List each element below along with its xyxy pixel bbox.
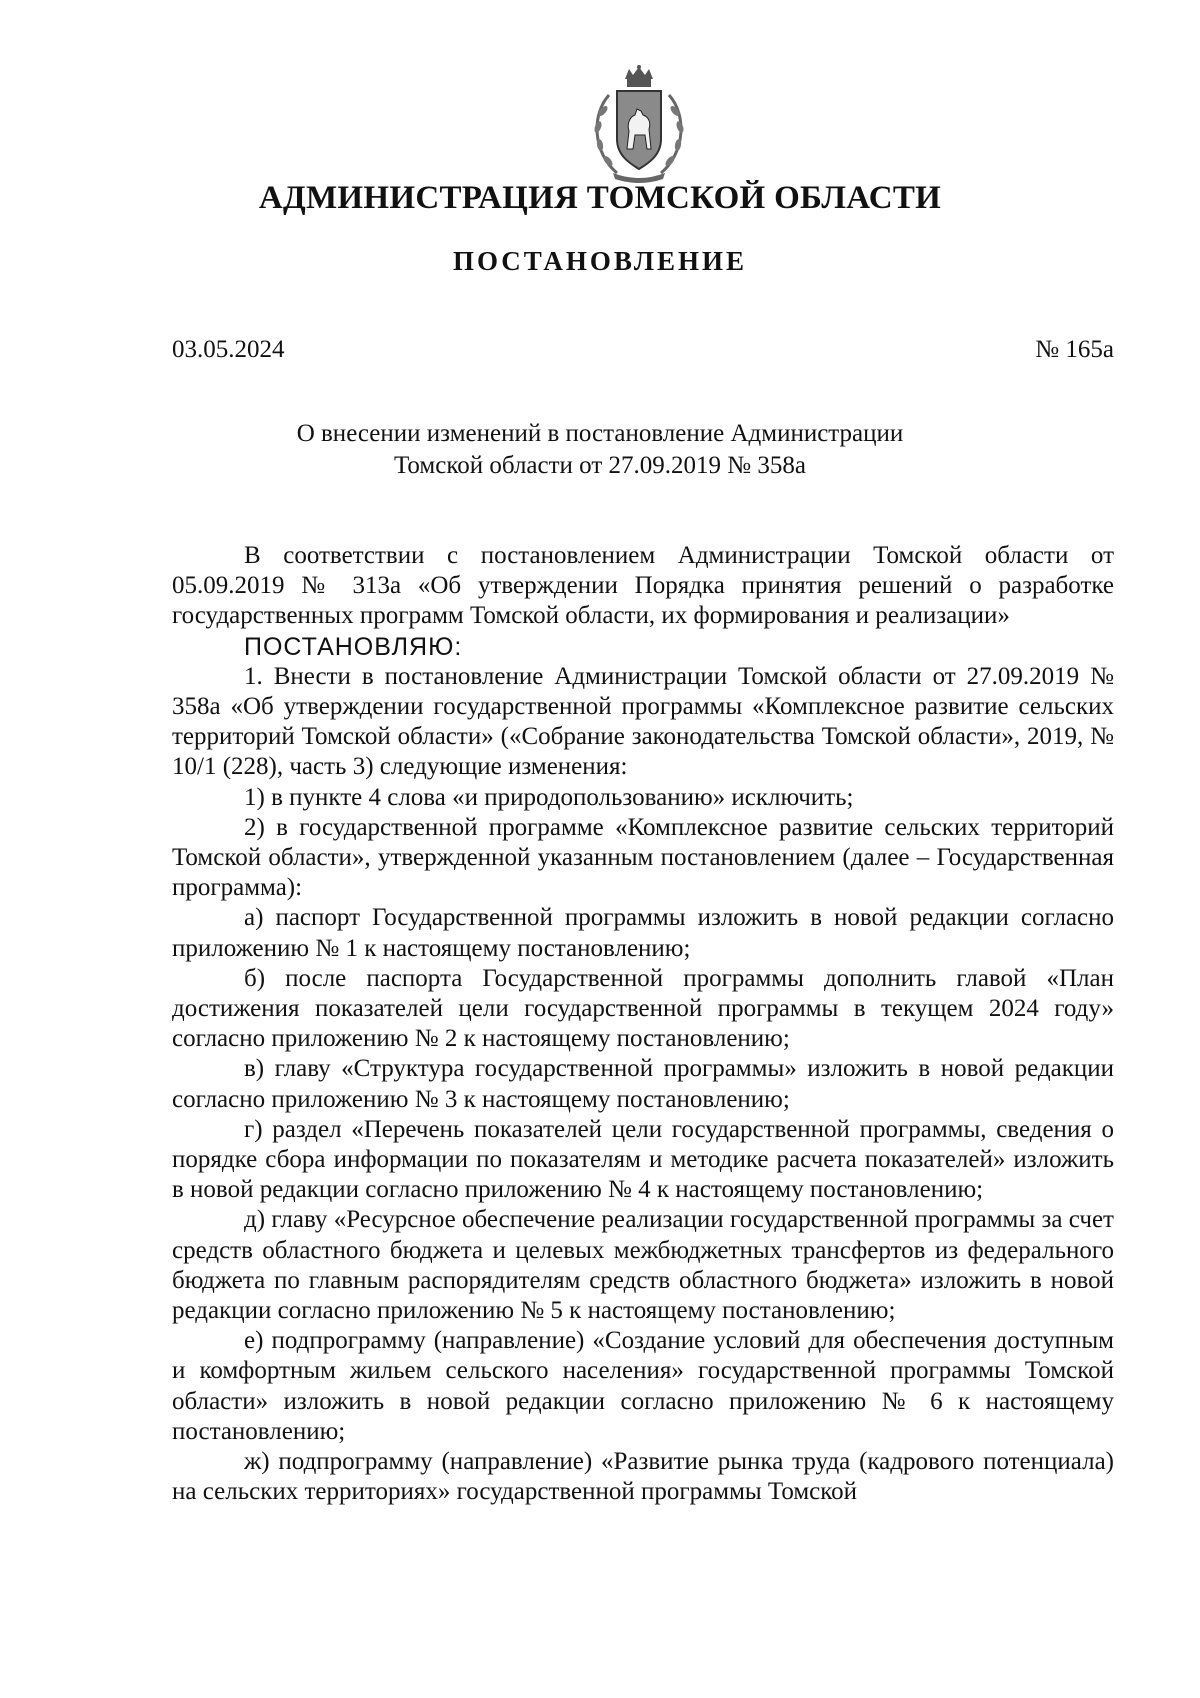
paragraph-subitem-1: 1) в пункте 4 слова «и природопользованию» исключить; xyxy=(244,783,854,811)
paragraph-subitem-g: г) раздел «Перечень показателей цели государственной программы, сведения о порядке сбора информации по показателям и методике расчета показателей» изложить в новой редакции согласно приложению № 4 к настоящему постановлению; xyxy=(172,1115,1114,1204)
paragraph-subitem-2: 2) в государственной программе «Комплексное развитие сельских территорий Томской области», утвержденной указанным постановлением (далее – Государственная программа): xyxy=(172,813,1114,902)
document-number: № 165а xyxy=(1035,336,1114,363)
document-subject xyxy=(0,418,1200,482)
document-body xyxy=(172,541,1114,1508)
paragraph-subitem-zh: ж) подпрограмму (направление) «Развитие рынка труда (кадрового потенциала) на сельских территориях» государственной программы Томской xyxy=(172,1448,1114,1506)
paragraph-subitem-a: а) паспорт Государственной программы изложить в новой редакции согласно приложению № 1 к настоящему постановлению; xyxy=(172,904,1114,962)
coat-of-arms-icon xyxy=(583,65,695,185)
paragraph-subitem-b: б) после паспорта Государственной программы дополнить главой «План достижения показателей цели государственной программы в текущем 2024 году» согласно приложению № 2 к настоящему постановлению; xyxy=(172,964,1114,1053)
subject-line: Томской области от 27.09.2019 № 358а xyxy=(394,452,806,479)
paragraph-decree: ПОСТАНОВЛЯЮ: xyxy=(244,632,463,661)
paragraph-subitem-e: е) подпрограмму (направление) «Создание условий для обеспечения доступным и комфортным жильем сельского населения» государственной программы Томской области» изложить в новой редакции согласно приложению № 6 к настоящему постановлению; xyxy=(172,1327,1114,1445)
paragraph-subitem-d: д) главу «Ресурсное обеспечение реализации государственной программы за счет средств областного бюджета и целевых межбюджетных трансфертов из федерального бюджета по главным распорядителям средств областного бюджета» изложить в новой редакции согласно приложению № 5 к настоящему постановлению; xyxy=(172,1206,1114,1325)
organization-title: АДМИНИСТРАЦИЯ ТОМСКОЙ ОБЛАСТИ xyxy=(258,180,942,216)
paragraph-item-1: 1. Внести в постановление Администрации Томской области от 27.09.2019 № 358а «Об утверждении государственной программы «Комплексное развитие сельских территорий Томской области» («Собрание законодательства Томской области», 2019, № 10/1 (228), часть 3) следующие изменения: xyxy=(172,662,1114,781)
subject-line: О внесении изменений в постановление Администрации xyxy=(296,420,904,447)
paragraph-preamble: В соответствии с постановлением Администрации Томской области от 05.09.2019 № 313а «Об утверждении Порядка принятия решений о разработке государственных программ Томской области, их формирования и реализации» xyxy=(172,542,1114,630)
document-date: 03.05.2024 xyxy=(172,336,285,363)
paragraph-subitem-v: в) главу «Структура государственной программы» изложить в новой редакции согласно приложению № 3 к настоящему постановлению; xyxy=(172,1055,1114,1113)
document-type: ПОСТАНОВЛЕНИЕ xyxy=(452,246,748,276)
